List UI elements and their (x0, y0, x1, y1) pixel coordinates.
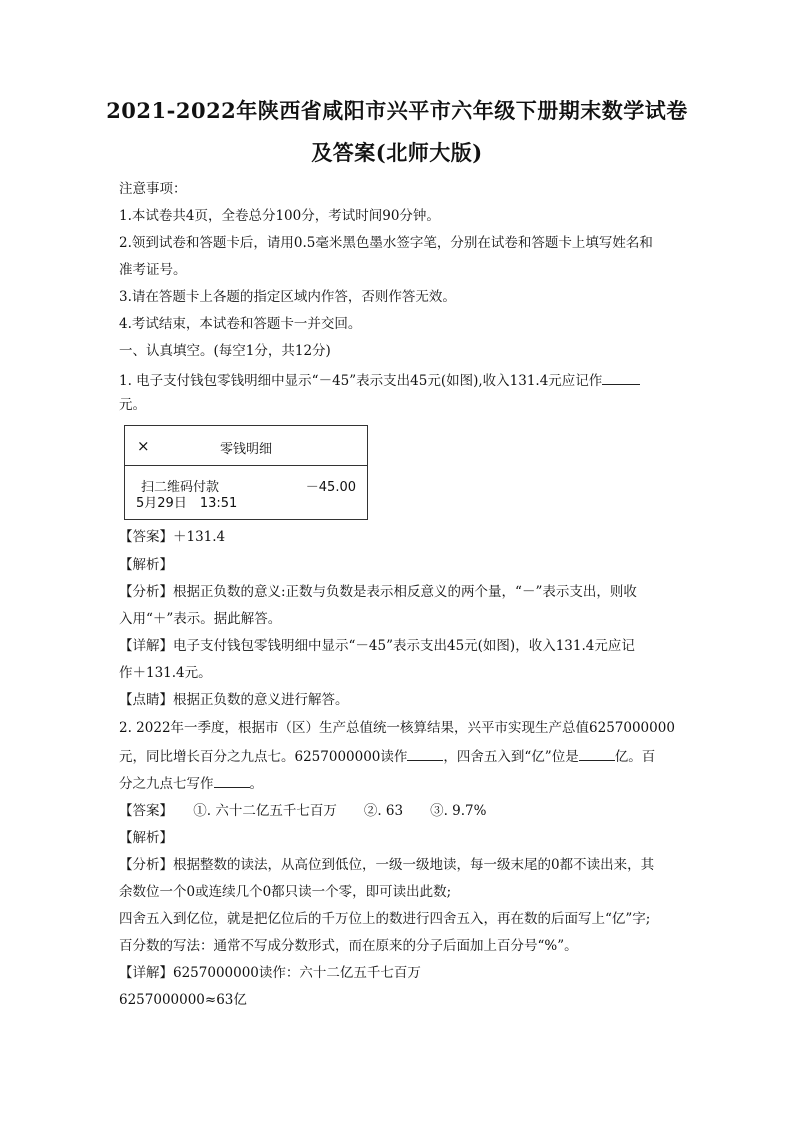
q1-fenxi-line-1: 【分析】根据正负数的意义:正数与负数是表示相反意义的两个量，“－”表示支出，则收 (119, 584, 637, 600)
notice-item-2-cont: 准考证号。 (119, 262, 187, 278)
q1-fenxi-line-2: 入用“＋”表示。据此解答。 (119, 611, 282, 627)
q1-dianjing: 【点睛】根据正负数的意义进行解答。 (119, 692, 349, 708)
question-2-line-3 (119, 774, 679, 794)
document-title-line-2: 及答案(北师大版) (311, 140, 483, 165)
notice-item-4: 4.考试结束，本试卷和答题卡一并交回。 (119, 316, 362, 332)
notice-item-1: 1.本试卷共4页，全卷总分100分，考试时间90分钟。 (119, 208, 440, 224)
wallet-item-amount: －45.00 (305, 480, 356, 495)
q2-text-d: 分之九点七写作 (119, 776, 214, 792)
q2-fenxi-line-4: 百分数的写法：通常不写成分数形式，而在原来的分子后面加上百分号“%”。 (119, 938, 578, 954)
question-1 (119, 371, 679, 391)
answer-blank (579, 747, 615, 761)
q2-text-a: 元，同比增长百分之九点七。6257000000读作 (119, 749, 408, 765)
q2-xiangjie-line-2: 6257000000≈63亿 (119, 992, 247, 1008)
wallet-detail-figure (124, 425, 368, 520)
section-heading: 一、认真填空。(每空1分，共12分) (119, 343, 331, 359)
answer-blank (214, 774, 250, 788)
wallet-header (125, 426, 367, 466)
question-1-tail: 元。 (119, 397, 146, 413)
q1-xiangjie-line-2: 作＋131.4元。 (119, 665, 212, 681)
q2-fenxi-line-2: 余数位一个0或连续几个0都只读一个零，即可读出此数; (119, 884, 452, 900)
wallet-item-time: 5月29日 13:51 (136, 496, 238, 511)
q2-text-c: 亿。百 (614, 749, 656, 765)
document-title-line-1: 2021-2022年陕西省咸阳市兴平市六年级下册期末数学试卷 (106, 98, 688, 123)
answer-blank (407, 747, 443, 761)
notice-item-3: 3.请在答题卡上各题的指定区域内作答，否则作答无效。 (119, 289, 456, 305)
question-2-line-1: 2. 2022年一季度，根据市（区）生产总值统一核算结果，兴平市实现生产总值6257000000 (119, 720, 675, 736)
q2-jiexi: 【解析】 (119, 830, 173, 846)
notice-item-2: 2.领到试卷和答题卡后，请用0.5毫米黑色墨水签字笔，分别在试卷和答题卡上填写姓名和 (119, 235, 653, 251)
notice-heading: 注意事项： (119, 181, 187, 197)
close-icon: × (137, 437, 150, 455)
wallet-item-label: 扫二维码付款 (141, 480, 220, 495)
wallet-title: 零钱明细 (219, 442, 272, 457)
q2-xiangjie-line-1: 【详解】6257000000读作：六十二亿五千七百万 (119, 965, 421, 981)
q1-xiangjie-line-1: 【详解】电子支付钱包零钱明细中显示“－45”表示支出45元(如图)，收入131.4元应记 (119, 638, 635, 654)
answer-blank (602, 371, 640, 385)
q2-fenxi-line-3: 四舍五入到亿位，就是把亿位后的千万位上的数进行四舍五入，再在数的后面写上“亿”字; (119, 911, 651, 927)
q2-fenxi-line-1: 【分析】根据整数的读法，从高位到低位，一级一级地读，每一级末尾的0都不读出来，其 (119, 857, 655, 873)
question-1-text: 1. 电子支付钱包零钱明细中显示“－45”表示支出45元(如图),收入131.4元应记作 (119, 373, 603, 389)
q2-text-e: 。 (249, 776, 263, 792)
q2-answer: 【答案】 ①. 六十二亿五千七百万 ②. 63 ③. 9.7% (119, 803, 487, 819)
q1-jiexi: 【解析】 (119, 557, 173, 573)
q2-text-b: ，四舍五入到“亿”位是 (443, 749, 579, 765)
question-2-line-2 (119, 747, 679, 767)
q1-answer: 【答案】＋131.4 (119, 529, 226, 545)
